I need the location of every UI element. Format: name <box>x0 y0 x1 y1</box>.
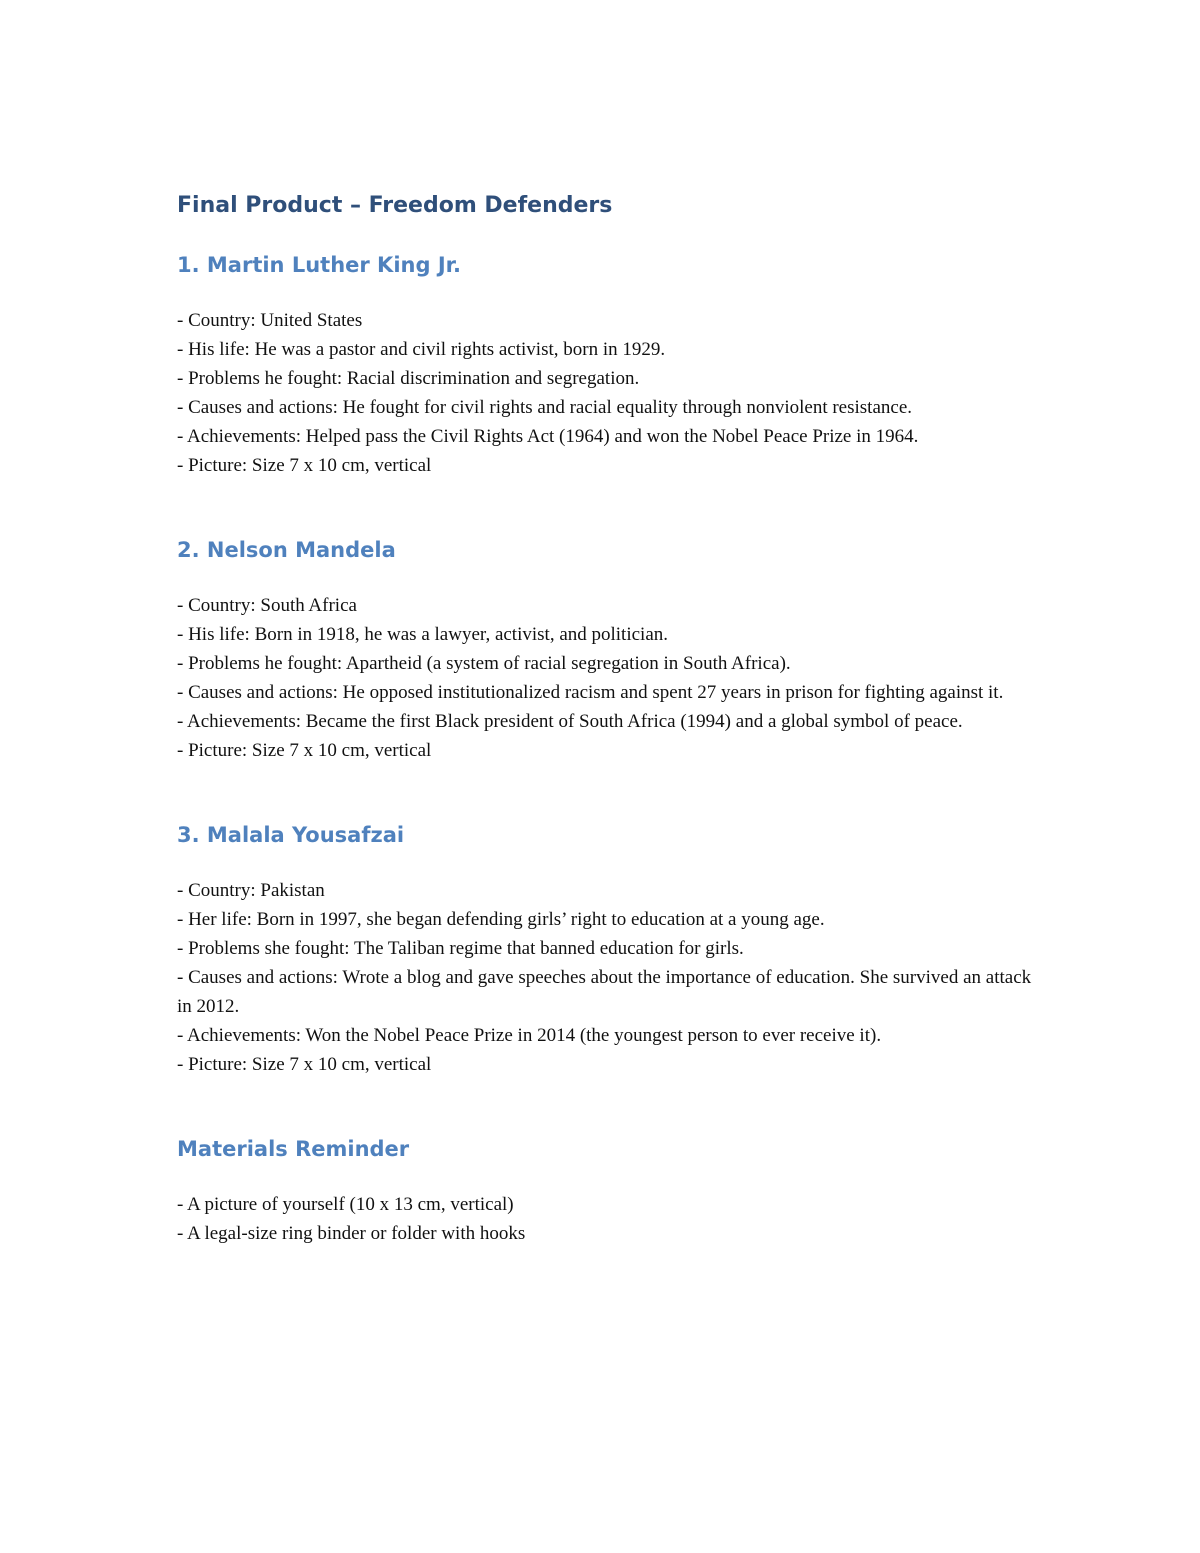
bullet-line: - Her life: Born in 1997, she began defending girls’ right to education at a young age. <box>177 909 825 930</box>
bullet-line: - His life: Born in 1918, he was a lawyer, activist, and politician. <box>177 624 669 645</box>
section-heading: 1. Martin Luther King Jr. <box>177 253 461 277</box>
section-nelson-mandela <box>177 535 1037 765</box>
section-lines <box>177 306 1037 480</box>
bullet-line: - Country: Pakistan <box>177 880 325 901</box>
section-lines <box>177 1190 1037 1248</box>
bullet-line: - Picture: Size 7 x 10 cm, vertical <box>177 1054 432 1075</box>
bullet-line: - Picture: Size 7 x 10 cm, vertical <box>177 455 432 476</box>
bullet-line: - Country: South Africa <box>177 595 357 616</box>
bullet-line: - Picture: Size 7 x 10 cm, vertical <box>177 740 432 761</box>
bullet-line: - Problems he fought: Apartheid (a system of racial segregation in South Africa). <box>177 653 791 674</box>
bullet-line: - Problems she fought: The Taliban regime that banned education for girls. <box>177 938 744 959</box>
bullet-line: - Causes and actions: He fought for civil rights and racial equality through nonviolent resistance. <box>177 397 912 418</box>
bullet-line: - Achievements: Became the first Black president of South Africa (1994) and a global symbol of peace. <box>177 711 963 732</box>
section-lines <box>177 876 1037 1079</box>
bullet-line: - A picture of yourself (10 x 13 cm, vertical) <box>177 1194 514 1215</box>
bullet-line: - Causes and actions: Wrote a blog and gave speeches about the importance of education. She survived an attack in 2012. <box>177 967 1032 1017</box>
section-heading: 2. Nelson Mandela <box>177 538 396 562</box>
bullet-line: - A legal-size ring binder or folder with hooks <box>177 1223 526 1244</box>
document-title: Final Product – Freedom Defenders <box>177 193 613 218</box>
section-lines <box>177 591 1037 765</box>
section-heading: Materials Reminder <box>177 1137 410 1161</box>
document-content <box>177 190 1037 1248</box>
bullet-line: - His life: He was a pastor and civil rights activist, born in 1929. <box>177 339 666 360</box>
section-heading: 3. Malala Yousafzai <box>177 823 405 847</box>
section-malala-yousafzai <box>177 820 1037 1079</box>
bullet-line: - Problems he fought: Racial discrimination and segregation. <box>177 368 640 389</box>
section-martin-luther-king <box>177 250 1037 480</box>
bullet-line: - Achievements: Helped pass the Civil Rights Act (1964) and won the Nobel Peace Prize in 1964. <box>177 426 919 447</box>
section-materials-reminder <box>177 1134 1037 1248</box>
bullet-line: - Achievements: Won the Nobel Peace Prize in 2014 (the youngest person to ever receive it). <box>177 1025 882 1046</box>
bullet-line: - Country: United States <box>177 310 363 331</box>
bullet-line: - Causes and actions: He opposed institutionalized racism and spent 27 years in prison for fighting against it. <box>177 682 1004 703</box>
